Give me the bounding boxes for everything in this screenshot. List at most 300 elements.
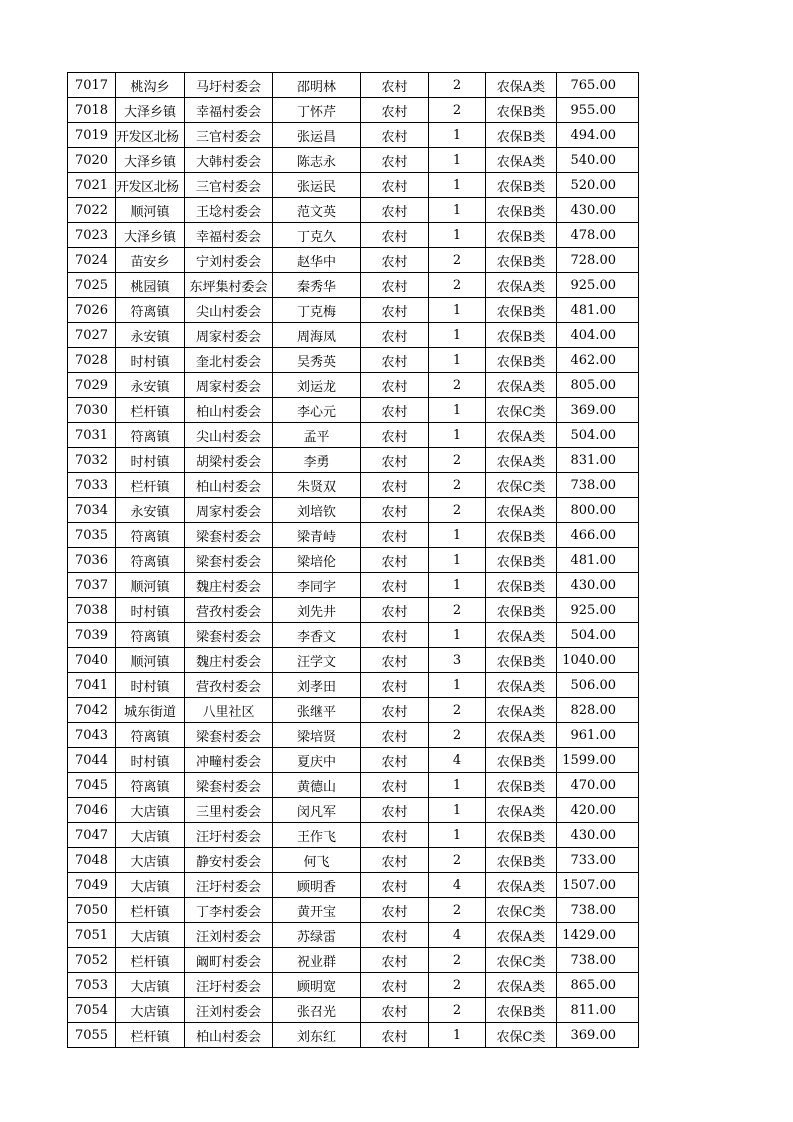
cell-insurance-class: 农保A类	[486, 673, 557, 698]
cell-village: 幸福村委会	[185, 98, 273, 123]
cell-amount: 462.00	[557, 348, 639, 373]
cell-area-type: 农村	[361, 798, 429, 823]
cell-area-type: 农村	[361, 473, 429, 498]
cell-insurance-class: 农保A类	[486, 973, 557, 998]
cell-record-id: 7017	[68, 73, 116, 98]
cell-area-type: 农村	[361, 248, 429, 273]
cell-record-id: 7028	[68, 348, 116, 373]
cell-town: 顺河镇	[116, 198, 185, 223]
cell-household-size: 1	[429, 173, 486, 198]
cell-household-size: 2	[429, 948, 486, 973]
cell-town: 大店镇	[116, 923, 185, 948]
cell-insurance-class: 农保B类	[486, 848, 557, 873]
cell-town: 符离镇	[116, 523, 185, 548]
cell-insurance-class: 农保B类	[486, 598, 557, 623]
cell-person-name: 顾明香	[273, 873, 361, 898]
cell-town: 永安镇	[116, 498, 185, 523]
cell-village: 汪圩村委会	[185, 873, 273, 898]
cell-person-name: 丁怀芹	[273, 98, 361, 123]
cell-record-id: 7033	[68, 473, 116, 498]
cell-town: 符离镇	[116, 298, 185, 323]
cell-record-id: 7035	[68, 523, 116, 548]
cell-town: 栏杆镇	[116, 1023, 185, 1048]
cell-town: 时村镇	[116, 673, 185, 698]
cell-household-size: 2	[429, 73, 486, 98]
cell-person-name: 黄开宝	[273, 898, 361, 923]
cell-village: 营孜村委会	[185, 673, 273, 698]
cell-village: 阚町村委会	[185, 948, 273, 973]
cell-household-size: 2	[429, 898, 486, 923]
cell-household-size: 2	[429, 448, 486, 473]
cell-amount: 481.00	[557, 298, 639, 323]
cell-town: 大店镇	[116, 873, 185, 898]
table-row	[68, 1023, 639, 1048]
cell-area-type: 农村	[361, 448, 429, 473]
cell-record-id: 7043	[68, 723, 116, 748]
cell-record-id: 7047	[68, 823, 116, 848]
cell-village: 尖山村委会	[185, 423, 273, 448]
cell-record-id: 7053	[68, 973, 116, 998]
cell-household-size: 1	[429, 123, 486, 148]
cell-area-type: 农村	[361, 823, 429, 848]
cell-person-name: 夏庆中	[273, 748, 361, 773]
table-row	[68, 248, 639, 273]
cell-household-size: 1	[429, 298, 486, 323]
cell-insurance-class: 农保A类	[486, 723, 557, 748]
cell-insurance-class: 农保A类	[486, 623, 557, 648]
cell-town: 时村镇	[116, 348, 185, 373]
cell-insurance-class: 农保C类	[486, 398, 557, 423]
cell-area-type: 农村	[361, 748, 429, 773]
cell-insurance-class: 农保A类	[486, 698, 557, 723]
cell-insurance-class: 农保B类	[486, 323, 557, 348]
cell-insurance-class: 农保B类	[486, 748, 557, 773]
cell-record-id: 7032	[68, 448, 116, 473]
cell-record-id: 7051	[68, 923, 116, 948]
cell-village: 梁套村委会	[185, 773, 273, 798]
cell-amount: 961.00	[557, 723, 639, 748]
cell-record-id: 7021	[68, 173, 116, 198]
table-row	[68, 823, 639, 848]
cell-amount: 540.00	[557, 148, 639, 173]
cell-insurance-class: 农保B类	[486, 98, 557, 123]
cell-village: 汪刘村委会	[185, 998, 273, 1023]
cell-household-size: 4	[429, 748, 486, 773]
cell-town: 大店镇	[116, 973, 185, 998]
cell-amount: 865.00	[557, 973, 639, 998]
cell-village: 宁刘村委会	[185, 248, 273, 273]
cell-area-type: 农村	[361, 273, 429, 298]
cell-record-id: 7018	[68, 98, 116, 123]
cell-village: 三官村委会	[185, 173, 273, 198]
cell-household-size: 1	[429, 523, 486, 548]
cell-amount: 506.00	[557, 673, 639, 698]
cell-household-size: 1	[429, 198, 486, 223]
cell-record-id: 7024	[68, 248, 116, 273]
table-row	[68, 473, 639, 498]
cell-village: 马圩村委会	[185, 73, 273, 98]
cell-person-name: 祝业群	[273, 948, 361, 973]
cell-amount: 765.00	[557, 73, 639, 98]
table-row	[68, 348, 639, 373]
cell-amount: 811.00	[557, 998, 639, 1023]
cell-person-name: 陈志永	[273, 148, 361, 173]
cell-village: 柏山村委会	[185, 473, 273, 498]
cell-insurance-class: 农保B类	[486, 198, 557, 223]
cell-household-size: 2	[429, 698, 486, 723]
cell-village: 梁套村委会	[185, 548, 273, 573]
table-row	[68, 598, 639, 623]
cell-person-name: 丁克久	[273, 223, 361, 248]
table-row	[68, 898, 639, 923]
cell-amount: 494.00	[557, 123, 639, 148]
cell-amount: 478.00	[557, 223, 639, 248]
cell-area-type: 农村	[361, 148, 429, 173]
cell-insurance-class: 农保A类	[486, 923, 557, 948]
cell-town: 大泽乡镇	[116, 148, 185, 173]
cell-amount: 738.00	[557, 948, 639, 973]
cell-person-name: 梁培伦	[273, 548, 361, 573]
cell-area-type: 农村	[361, 723, 429, 748]
cell-insurance-class: 农保B类	[486, 773, 557, 798]
cell-village: 三里村委会	[185, 798, 273, 823]
cell-record-id: 7049	[68, 873, 116, 898]
cell-amount: 925.00	[557, 598, 639, 623]
cell-village: 魏庄村委会	[185, 573, 273, 598]
cell-area-type: 农村	[361, 73, 429, 98]
cell-amount: 504.00	[557, 423, 639, 448]
cell-amount: 728.00	[557, 248, 639, 273]
cell-household-size: 2	[429, 973, 486, 998]
cell-person-name: 刘东红	[273, 1023, 361, 1048]
cell-person-name: 孟平	[273, 423, 361, 448]
cell-household-size: 1	[429, 223, 486, 248]
cell-person-name: 张召光	[273, 998, 361, 1023]
cell-household-size: 2	[429, 498, 486, 523]
cell-town: 栏杆镇	[116, 398, 185, 423]
cell-household-size: 2	[429, 473, 486, 498]
cell-household-size: 1	[429, 623, 486, 648]
cell-town: 大店镇	[116, 848, 185, 873]
table-row	[68, 298, 639, 323]
cell-town: 大泽乡镇	[116, 223, 185, 248]
table-row	[68, 148, 639, 173]
table-row	[68, 498, 639, 523]
table-row	[68, 998, 639, 1023]
cell-town: 符离镇	[116, 623, 185, 648]
cell-amount: 831.00	[557, 448, 639, 473]
cell-town: 苗安乡	[116, 248, 185, 273]
table-row	[68, 623, 639, 648]
table-row	[68, 648, 639, 673]
cell-area-type: 农村	[361, 298, 429, 323]
cell-amount: 430.00	[557, 573, 639, 598]
cell-village: 柏山村委会	[185, 398, 273, 423]
cell-town: 大店镇	[116, 798, 185, 823]
cell-amount: 430.00	[557, 198, 639, 223]
cell-village: 梁套村委会	[185, 623, 273, 648]
cell-insurance-class: 农保B类	[486, 523, 557, 548]
cell-amount: 805.00	[557, 373, 639, 398]
cell-household-size: 1	[429, 1023, 486, 1048]
cell-person-name: 张运昌	[273, 123, 361, 148]
table-row	[68, 523, 639, 548]
cell-record-id: 7036	[68, 548, 116, 573]
cell-amount: 828.00	[557, 698, 639, 723]
cell-area-type: 农村	[361, 1023, 429, 1048]
cell-household-size: 1	[429, 148, 486, 173]
table-row	[68, 198, 639, 223]
table-row	[68, 323, 639, 348]
table-row	[68, 173, 639, 198]
cell-village: 汪圩村委会	[185, 823, 273, 848]
cell-person-name: 刘孝田	[273, 673, 361, 698]
cell-area-type: 农村	[361, 673, 429, 698]
cell-area-type: 农村	[361, 773, 429, 798]
cell-person-name: 李勇	[273, 448, 361, 473]
cell-insurance-class: 农保A类	[486, 423, 557, 448]
cell-amount: 481.00	[557, 548, 639, 573]
table-row	[68, 948, 639, 973]
cell-household-size: 1	[429, 773, 486, 798]
table-row	[68, 98, 639, 123]
cell-village: 丁李村委会	[185, 898, 273, 923]
cell-village: 魏庄村委会	[185, 648, 273, 673]
cell-record-id: 7054	[68, 998, 116, 1023]
beneficiary-table	[67, 72, 639, 1048]
cell-amount: 1599.00	[557, 748, 639, 773]
cell-insurance-class: 农保C类	[486, 948, 557, 973]
cell-area-type: 农村	[361, 648, 429, 673]
cell-person-name: 王作飞	[273, 823, 361, 848]
table-row	[68, 448, 639, 473]
table-row	[68, 848, 639, 873]
cell-household-size: 1	[429, 673, 486, 698]
cell-area-type: 农村	[361, 873, 429, 898]
cell-household-size: 2	[429, 248, 486, 273]
cell-record-id: 7048	[68, 848, 116, 873]
cell-area-type: 农村	[361, 898, 429, 923]
cell-town: 开发区北杨	[116, 123, 185, 148]
cell-household-size: 1	[429, 323, 486, 348]
cell-area-type: 农村	[361, 598, 429, 623]
cell-town: 大店镇	[116, 823, 185, 848]
cell-amount: 1429.00	[557, 923, 639, 948]
cell-area-type: 农村	[361, 698, 429, 723]
cell-person-name: 黄德山	[273, 773, 361, 798]
cell-amount: 504.00	[557, 623, 639, 648]
cell-amount: 404.00	[557, 323, 639, 348]
table-row	[68, 423, 639, 448]
table-row	[68, 923, 639, 948]
cell-area-type: 农村	[361, 998, 429, 1023]
cell-insurance-class: 农保A类	[486, 273, 557, 298]
cell-village: 梁套村委会	[185, 723, 273, 748]
cell-area-type: 农村	[361, 198, 429, 223]
cell-person-name: 闵凡军	[273, 798, 361, 823]
cell-record-id: 7034	[68, 498, 116, 523]
cell-town: 永安镇	[116, 323, 185, 348]
cell-town: 时村镇	[116, 748, 185, 773]
cell-village: 周家村委会	[185, 373, 273, 398]
cell-town: 开发区北杨	[116, 173, 185, 198]
cell-area-type: 农村	[361, 923, 429, 948]
cell-amount: 430.00	[557, 823, 639, 848]
cell-insurance-class: 农保C类	[486, 898, 557, 923]
cell-amount: 466.00	[557, 523, 639, 548]
cell-insurance-class: 农保B类	[486, 223, 557, 248]
cell-person-name: 顾明宽	[273, 973, 361, 998]
cell-amount: 800.00	[557, 498, 639, 523]
cell-town: 大店镇	[116, 998, 185, 1023]
cell-insurance-class: 农保B类	[486, 548, 557, 573]
cell-record-id: 7045	[68, 773, 116, 798]
cell-insurance-class: 农保C类	[486, 473, 557, 498]
cell-record-id: 7042	[68, 698, 116, 723]
cell-person-name: 张运民	[273, 173, 361, 198]
cell-area-type: 农村	[361, 123, 429, 148]
cell-area-type: 农村	[361, 948, 429, 973]
cell-person-name: 李香文	[273, 623, 361, 648]
cell-insurance-class: 农保A类	[486, 73, 557, 98]
cell-insurance-class: 农保B类	[486, 648, 557, 673]
cell-household-size: 2	[429, 723, 486, 748]
cell-record-id: 7055	[68, 1023, 116, 1048]
cell-person-name: 朱贤双	[273, 473, 361, 498]
cell-village: 营孜村委会	[185, 598, 273, 623]
cell-record-id: 7029	[68, 373, 116, 398]
cell-town: 桃园镇	[116, 273, 185, 298]
cell-record-id: 7025	[68, 273, 116, 298]
cell-town: 栏杆镇	[116, 948, 185, 973]
cell-person-name: 刘先井	[273, 598, 361, 623]
cell-amount: 420.00	[557, 798, 639, 823]
cell-record-id: 7046	[68, 798, 116, 823]
cell-record-id: 7019	[68, 123, 116, 148]
table-row	[68, 73, 639, 98]
cell-area-type: 农村	[361, 98, 429, 123]
cell-insurance-class: 农保B类	[486, 173, 557, 198]
cell-area-type: 农村	[361, 623, 429, 648]
cell-insurance-class: 农保A类	[486, 498, 557, 523]
cell-person-name: 周海凤	[273, 323, 361, 348]
cell-town: 顺河镇	[116, 648, 185, 673]
cell-household-size: 1	[429, 398, 486, 423]
cell-insurance-class: 农保B类	[486, 573, 557, 598]
cell-insurance-class: 农保B类	[486, 998, 557, 1023]
cell-village: 柏山村委会	[185, 1023, 273, 1048]
cell-household-size: 4	[429, 923, 486, 948]
cell-household-size: 1	[429, 798, 486, 823]
cell-record-id: 7023	[68, 223, 116, 248]
cell-record-id: 7031	[68, 423, 116, 448]
table-row	[68, 573, 639, 598]
cell-household-size: 2	[429, 98, 486, 123]
cell-village: 静安村委会	[185, 848, 273, 873]
cell-village: 大韩村委会	[185, 148, 273, 173]
cell-record-id: 7027	[68, 323, 116, 348]
cell-household-size: 1	[429, 823, 486, 848]
cell-area-type: 农村	[361, 373, 429, 398]
cell-person-name: 梁青峙	[273, 523, 361, 548]
cell-area-type: 农村	[361, 348, 429, 373]
cell-town: 符离镇	[116, 423, 185, 448]
cell-record-id: 7038	[68, 598, 116, 623]
cell-household-size: 2	[429, 598, 486, 623]
table-row	[68, 123, 639, 148]
cell-insurance-class: 农保C类	[486, 1023, 557, 1048]
cell-amount: 955.00	[557, 98, 639, 123]
cell-village: 尖山村委会	[185, 298, 273, 323]
cell-amount: 369.00	[557, 398, 639, 423]
cell-town: 城东街道	[116, 698, 185, 723]
cell-record-id: 7030	[68, 398, 116, 423]
cell-village: 东坪集村委会	[185, 273, 273, 298]
cell-amount: 733.00	[557, 848, 639, 873]
cell-record-id: 7020	[68, 148, 116, 173]
cell-town: 顺河镇	[116, 573, 185, 598]
cell-record-id: 7022	[68, 198, 116, 223]
cell-person-name: 苏绿雷	[273, 923, 361, 948]
table-row	[68, 273, 639, 298]
table-row	[68, 673, 639, 698]
table-row	[68, 698, 639, 723]
cell-insurance-class: 农保A类	[486, 373, 557, 398]
cell-household-size: 4	[429, 873, 486, 898]
cell-town: 时村镇	[116, 448, 185, 473]
table-row	[68, 373, 639, 398]
cell-household-size: 2	[429, 998, 486, 1023]
cell-village: 奎北村委会	[185, 348, 273, 373]
cell-area-type: 农村	[361, 548, 429, 573]
cell-person-name: 刘运龙	[273, 373, 361, 398]
cell-insurance-class: 农保B类	[486, 123, 557, 148]
cell-person-name: 秦秀华	[273, 273, 361, 298]
cell-person-name: 丁克梅	[273, 298, 361, 323]
cell-insurance-class: 农保B类	[486, 298, 557, 323]
cell-insurance-class: 农保A类	[486, 798, 557, 823]
table-row	[68, 548, 639, 573]
cell-record-id: 7044	[68, 748, 116, 773]
table-row	[68, 873, 639, 898]
cell-record-id: 7039	[68, 623, 116, 648]
cell-area-type: 农村	[361, 573, 429, 598]
cell-person-name: 刘培钦	[273, 498, 361, 523]
cell-area-type: 农村	[361, 423, 429, 448]
cell-person-name: 梁培贤	[273, 723, 361, 748]
cell-town: 符离镇	[116, 548, 185, 573]
cell-village: 周家村委会	[185, 498, 273, 523]
cell-person-name: 李心元	[273, 398, 361, 423]
cell-amount: 369.00	[557, 1023, 639, 1048]
cell-person-name: 李同字	[273, 573, 361, 598]
cell-person-name: 吴秀英	[273, 348, 361, 373]
cell-town: 永安镇	[116, 373, 185, 398]
cell-household-size: 2	[429, 373, 486, 398]
table-row	[68, 723, 639, 748]
cell-village: 汪圩村委会	[185, 973, 273, 998]
cell-amount: 470.00	[557, 773, 639, 798]
cell-amount: 738.00	[557, 473, 639, 498]
cell-town: 时村镇	[116, 598, 185, 623]
cell-record-id: 7026	[68, 298, 116, 323]
cell-area-type: 农村	[361, 323, 429, 348]
cell-amount: 1507.00	[557, 873, 639, 898]
cell-household-size: 1	[429, 348, 486, 373]
cell-insurance-class: 农保A类	[486, 448, 557, 473]
cell-town: 桃沟乡	[116, 73, 185, 98]
table-row	[68, 398, 639, 423]
